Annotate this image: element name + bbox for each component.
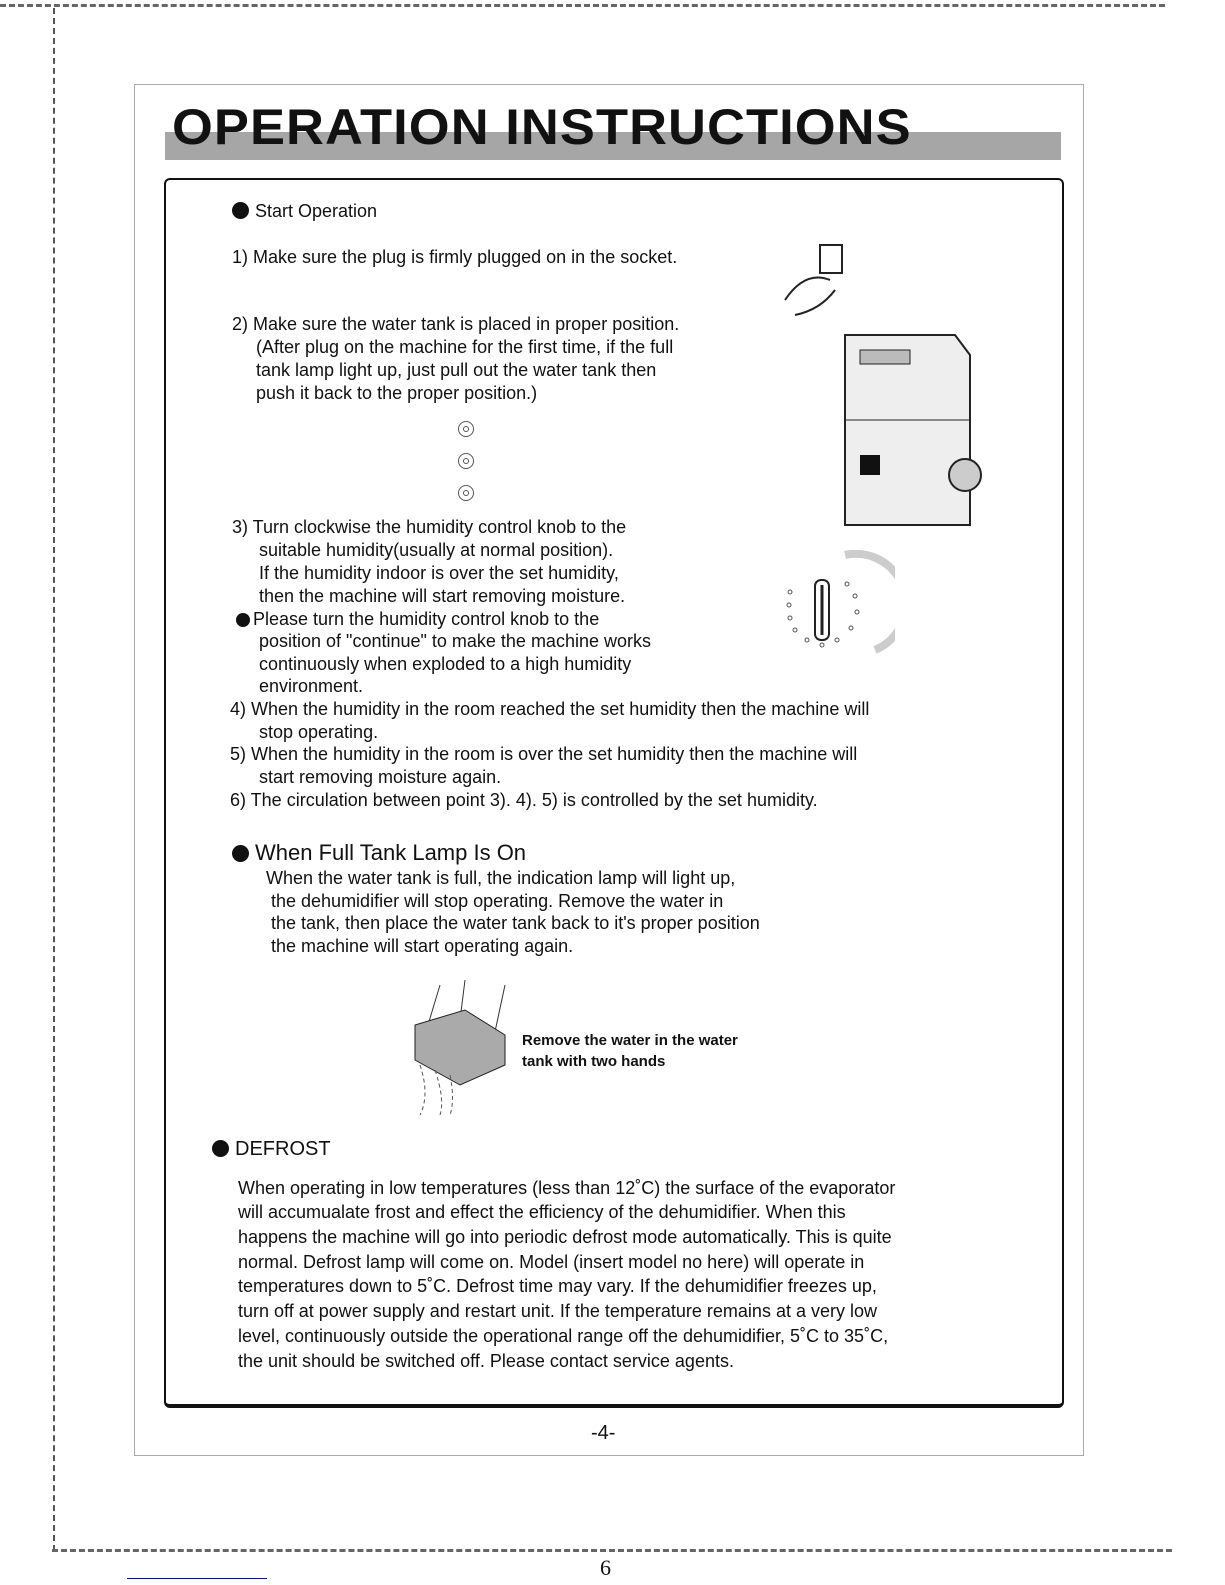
bullet-icon <box>236 613 250 627</box>
defrost-lamp-icon <box>458 453 474 469</box>
start-heading <box>232 200 377 222</box>
cut-line-top <box>0 4 1165 7</box>
defrost-heading-text: DEFROST <box>235 1138 331 1160</box>
footer-link-underline <box>127 1578 267 1579</box>
step-line: start removing moisture again. <box>259 767 502 787</box>
lamp-icon <box>458 485 474 501</box>
full-tank-heading-text: When Full Tank Lamp Is On <box>255 840 527 865</box>
step-line: then the machine will start removing moisture. <box>259 586 626 606</box>
step-line: continuously when exploded to a high humidity <box>259 654 632 674</box>
water-tank-hands-illustration <box>405 975 520 1115</box>
full-tank-line: the dehumidifier will stop operating. Remove the water in <box>271 891 724 911</box>
full-tank-heading <box>232 840 526 866</box>
full-tank-line: the machine will start operating again. <box>271 936 574 956</box>
start-heading-text: Start Operation <box>255 201 378 221</box>
cut-line-left <box>53 8 55 1551</box>
full-tank-line: When the water tank is full, the indication lamp will light up, <box>266 868 736 888</box>
defrost-line: happens the machine will go into periodic defrost mode automatically. This is quite <box>238 1227 892 1247</box>
step-line: 5) When the humidity in the room is over the set humidity then the machine will <box>230 744 858 764</box>
step-line: If the humidity indoor is over the set humidity, <box>259 563 619 583</box>
defrost-line: turn off at power supply and restart unit. If the temperature remains at a very low <box>238 1301 877 1321</box>
step-line: push it back to the proper position.) <box>256 383 538 403</box>
defrost-line: will accumualate frost and effect the efficiency of the dehumidifier. When this <box>238 1202 846 1222</box>
defrost-line: level, continuously outside the operational range off the dehumidifier, 5˚C to 35˚C, <box>238 1326 889 1346</box>
step-line: 1) Make sure the plug is firmly plugged on in the socket. <box>232 247 678 267</box>
lamp-icon <box>458 421 474 437</box>
step-line: tank lamp light up, just pull out the water tank then <box>256 360 657 380</box>
note-text: Please turn the humidity control knob to the <box>253 609 600 629</box>
bullet-icon <box>232 845 249 862</box>
humidity-knob-icon <box>775 550 895 660</box>
defrost-line: When operating in low temperatures (less than 12˚C) the surface of the evaporator <box>238 1178 896 1198</box>
note-line <box>236 608 599 630</box>
illustration-caption: Remove the water in the water <box>522 1032 738 1049</box>
step-line: stop operating. <box>259 722 379 742</box>
bullet-icon <box>232 202 249 219</box>
defrost-line: temperatures down to 5˚C. Defrost time may vary. If the dehumidifier freezes up, <box>238 1276 877 1296</box>
page-number: -4- <box>591 1422 616 1444</box>
full-tank-line: the tank, then place the water tank back to it's proper position <box>271 913 760 933</box>
dehumidifier-illustration <box>775 240 995 530</box>
page-title: OPERATION INSTRUCTIONS <box>172 99 912 155</box>
cut-line-bottom <box>52 1549 1172 1552</box>
footer-page-number: 6 <box>600 1555 611 1580</box>
defrost-line: the unit should be switched off. Please contact service agents. <box>238 1351 734 1371</box>
step-line: environment. <box>259 676 364 696</box>
step-line: 3) Turn clockwise the humidity control knob to the <box>232 517 627 537</box>
defrost-line: normal. Defrost lamp will come on. Model (insert model no here) will operate in <box>238 1252 865 1272</box>
step-line: (After plug on the machine for the first time, if the full <box>256 337 674 357</box>
illustration-caption: tank with two hands <box>522 1053 666 1070</box>
step-line: position of "continue" to make the machine works <box>259 631 651 651</box>
step-line: 2) Make sure the water tank is placed in proper position. <box>232 314 680 334</box>
step-line: 4) When the humidity in the room reached the set humidity then the machine will <box>230 699 870 719</box>
step-line: 6) The circulation between point 3). 4). 5) is controlled by the set humidity. <box>230 790 818 810</box>
bullet-icon <box>212 1140 229 1157</box>
step-line: suitable humidity(usually at normal position). <box>259 540 614 560</box>
defrost-heading <box>212 1138 331 1160</box>
